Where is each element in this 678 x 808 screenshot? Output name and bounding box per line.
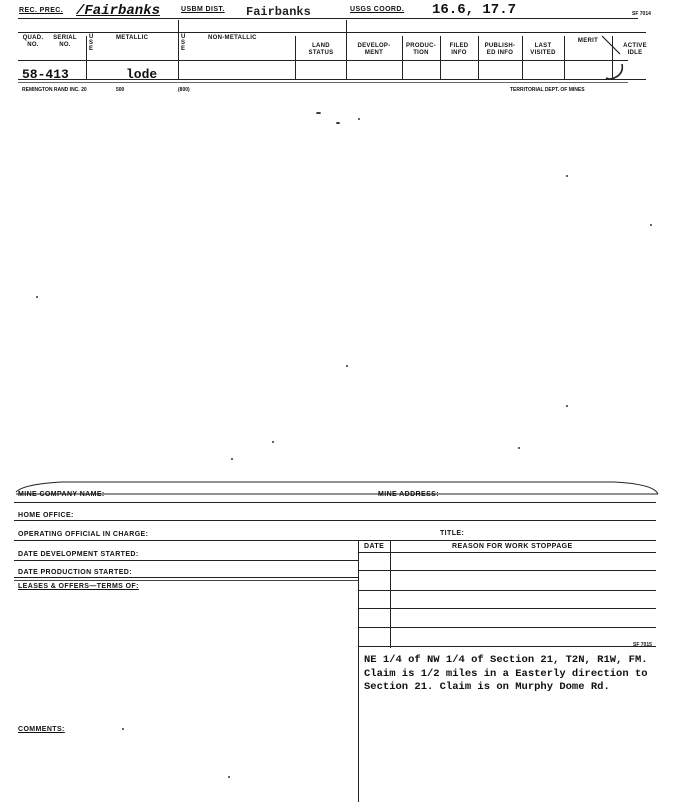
filed-info-label: FILED INFO	[449, 43, 469, 56]
usgs-coord-label: USGS COORD.	[350, 6, 405, 13]
scan-speck	[358, 118, 360, 120]
development-label: DEVELOP-MENT	[357, 43, 391, 56]
merit-label: MERIT	[577, 38, 599, 44]
scan-speck	[316, 112, 321, 114]
title-label: TITLE:	[440, 530, 465, 537]
form-code-2: SF 7015	[633, 642, 652, 648]
rec-prec-label: REC. PREC.	[19, 7, 64, 14]
date-production-started-label: DATE PRODUCTION STARTED:	[18, 569, 132, 576]
scan-speck	[566, 175, 568, 177]
quad-serial-value: 58-413	[22, 67, 69, 82]
usbm-dist-value: Fairbanks	[246, 5, 311, 19]
scan-speck	[122, 728, 124, 730]
use-label-1: U S E	[89, 34, 94, 52]
mine-address-label: MINE ADDRESS:	[378, 491, 439, 498]
production-label: PRODUC-TION	[405, 43, 437, 56]
check-mark-icon	[600, 34, 634, 82]
home-office-label: HOME OFFICE:	[18, 512, 74, 519]
scan-speck	[336, 122, 340, 124]
usbm-dist-label: USBM DIST.	[181, 6, 225, 13]
quad-no-label: QUAD. NO.	[22, 35, 44, 48]
rec-prec-value: /Fairbanks	[76, 3, 161, 19]
active-idle-label: ACTIVE IDLE	[623, 43, 647, 56]
printer-code-2: (800)	[178, 87, 190, 93]
printer-code-1: 500	[116, 87, 125, 93]
form-code: SF 7014	[632, 11, 651, 17]
metallic-value: lode	[126, 67, 158, 82]
metallic-label: METALLIC	[116, 35, 149, 41]
serial-no-label: SERIAL NO.	[53, 35, 77, 48]
usgs-coord-value: 16.6, 17.7	[432, 2, 517, 18]
comments-label: COMMENTS:	[18, 726, 65, 733]
printer-imprint: REMINGTON RAND INC. 20	[22, 87, 87, 93]
location-description: NE 1/4 of NW 1/4 of Section 21, T2N, R1W, FM. Claim is 1/2 miles in a Easterly direction to Section 21. Claim is on Murphy Dome Rd.	[364, 654, 648, 693]
non-metallic-label: NON-METALLIC	[208, 35, 257, 41]
leases-offers-label: LEASES & OFFERS—TERMS OF:	[18, 583, 139, 590]
last-visited-label: LAST VISITED	[530, 43, 556, 56]
scan-speck	[231, 458, 233, 460]
scan-speck	[566, 405, 568, 407]
published-info-label: PUBLISH-ED INFO	[484, 43, 516, 56]
date-development-started-label: DATE DEVELOPMENT STARTED:	[18, 551, 139, 558]
scan-speck	[228, 776, 230, 778]
operating-official-label: OPERATING OFFICIAL IN CHARGE:	[18, 531, 149, 538]
land-status-label: LAND STATUS	[308, 43, 334, 56]
scan-speck	[272, 441, 274, 443]
form-top-border	[14, 476, 660, 496]
mine-company-name-label: MINE COMPANY NAME:	[18, 491, 105, 498]
scan-speck	[650, 224, 652, 226]
scan-speck	[36, 296, 38, 298]
scan-speck	[346, 365, 348, 367]
reason-column-label: REASON FOR WORK STOPPAGE	[452, 543, 573, 550]
date-column-label: DATE	[364, 543, 385, 550]
territorial-dept-label: TERRITORIAL DEPT. OF MINES	[510, 87, 585, 93]
scan-speck	[518, 447, 520, 449]
use-label-2: U S E	[181, 34, 186, 52]
